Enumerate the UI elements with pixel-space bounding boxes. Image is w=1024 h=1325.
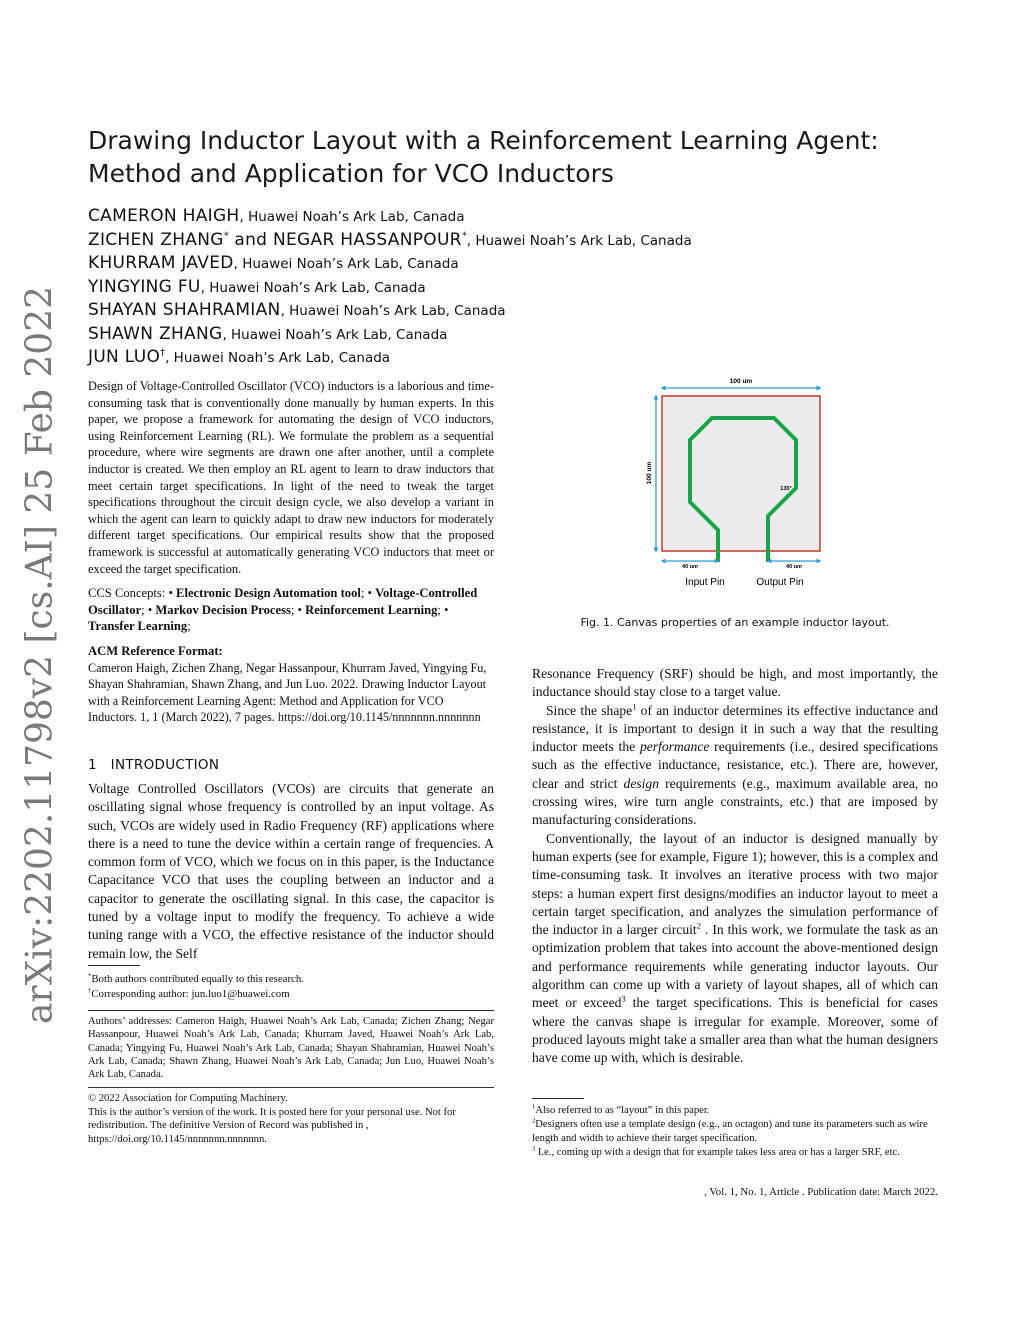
right-pin-dimension-label: 40 um bbox=[786, 564, 802, 570]
author-line bbox=[88, 324, 948, 348]
intro-column-2 bbox=[532, 665, 938, 1068]
section-heading bbox=[88, 757, 494, 773]
author-affiliation: , Huawei Noah’s Ark Lab, Canada bbox=[165, 350, 391, 366]
acm-reference-text: Cameron Haigh, Zichen Zhang, Negar Hassanpour, Khurram Javed, Yingying Fu, Shayan Shahramian, Shawn Zhang, and Jun Luo. 2022. Drawing Inductor Layout with a Reinforcement Learning Agent: Method and Application for VCO Inductors. 1, 1 (March 2022), 7 pages. https://doi.org/10.1145/nnnnnnn.nnnnnnn bbox=[88, 661, 487, 724]
author-affiliation: , Huawei Noah’s Ark Lab, Canada bbox=[200, 279, 426, 296]
footnote-rule bbox=[88, 965, 140, 966]
author-line bbox=[88, 277, 948, 301]
author-name: ZICHEN ZHANG bbox=[88, 229, 224, 250]
input-pin-label: Input Pin bbox=[685, 577, 725, 588]
author-affiliation: , Huawei Noah’s Ark Lab, Canada bbox=[233, 256, 459, 272]
section-title: INTRODUCTION bbox=[110, 757, 220, 773]
section-number: 1 bbox=[88, 757, 97, 773]
arxiv-stamp bbox=[16, 285, 64, 1025]
paragraph: Resonance Frequency (SRF) should be high, and most importantly, the inductance should stay close to a target value. bbox=[532, 666, 938, 700]
author-mark: * bbox=[223, 230, 229, 242]
intro-column-1: Voltage Controlled Oscillators (VCOs) are circuits that generate an oscillating signal whose frequency is controlled by an input voltage. As such, VCOs are widely used in Radio Frequency (RF) applications where there is a need to tune the device within a certain range of frequencies. A common form of VCO, which we focus on in this paper, is the Inductance Capacitance VCO that uses the coupling between an inductor and a capacitor to generate the oscillating signal. In this case, the capacitor is tuned by a voltage input to modify the frequency. To achieve a wide tuning range with a VCO, the effective resistance of the inductor should remain low, the Self bbox=[88, 781, 494, 961]
author-name: SHAWN ZHANG bbox=[88, 323, 223, 344]
column-2-footnotes bbox=[532, 1104, 938, 1160]
page-footer: , Vol. 1, No. 1, Article . Publication date: March 2022. bbox=[704, 1186, 938, 1198]
ccs-label: CCS Concepts: bbox=[88, 586, 169, 600]
author-line bbox=[88, 230, 948, 254]
author-name: JUN LUO bbox=[88, 347, 161, 367]
author-name: and NEGAR HASSANPOUR bbox=[228, 229, 462, 250]
side-dimension-label: 100 um bbox=[646, 461, 653, 485]
footnote: $^1$Also referred to as “layout” in this paper. bbox=[532, 1103, 710, 1116]
author-footnotes bbox=[88, 972, 494, 1002]
footnote-ref[interactable]: 1 bbox=[632, 701, 637, 712]
ccs-item: Electronic Design Automation tool bbox=[176, 586, 361, 600]
copyright-line: © 2022 Association for Computing Machinery. bbox=[88, 1093, 288, 1104]
author-name: YINGYING FU bbox=[88, 276, 201, 297]
inductor-figure bbox=[640, 372, 840, 592]
author-line bbox=[88, 253, 948, 277]
author-line bbox=[88, 347, 948, 371]
footnote-corresponding: †Corresponding author: jun.luo1@huawei.com bbox=[88, 987, 290, 1000]
figure-caption: Fig. 1. Canvas properties of an example inductor layout. bbox=[580, 616, 890, 629]
author-affiliation: , Huawei Noah’s Ark Lab, Canada bbox=[239, 209, 465, 225]
paragraph: Since the shape$^1$ of an inductor determines its effective inductance and resistance, it is important to design it in such a way that the resulting inductor meets the performance requirements (i.e., desired specifications such as the effective inductance, resistance, etc.). There are, however, clear and strict design requirements (e.g., maximum available area, no crossing wires, wire turn angle constraints, etc.) that are imposed by manufacturing considerations. bbox=[532, 701, 938, 828]
left-pin-dimension-label: 40 um bbox=[682, 564, 698, 570]
ccs-item: Voltage-Controlled Oscillator bbox=[88, 586, 478, 617]
title-line-1: Drawing Inductor Layout with a Reinforcement Learning Agent: bbox=[88, 126, 879, 155]
author-addresses: Authors’ addresses: Cameron Haigh, Huawei Noah’s Ark Lab, Canada; Zichen Zhang; Negar Hassanpour, Huawei Noah’s Ark Lab, Canada; Khurram Javed, Huawei Noah’s Ark Lab, Canada; Yingying Fu, Huawei Noah’s Ark Lab, Canada; Shayan Shahramian, Huawei Noah’s Ark Lab, Canada; Shawn Zhang, Huawei Noah’s Ark Lab, Canada; Jun Luo, Huawei Noah’s Ark Lab, Canada. bbox=[88, 1016, 494, 1081]
title-line-2: Method and Application for VCO Inductors bbox=[88, 159, 614, 188]
author-name: SHAYAN SHAHRAMIAN bbox=[88, 300, 281, 320]
author-mark: * bbox=[461, 230, 467, 242]
author-name: KHURRAM JAVED bbox=[88, 253, 234, 273]
abstract: Design of Voltage-Controlled Oscillator (VCO) inductors is a laborious and time-consuming task that is conventionally done manually by human experts. In this paper, we propose a framework for automating the design of VCO inductors, using Reinforcement Learning (RL). We formulate the problem as a sequential procedure, where wire segments are drawn one after another, until a complete inductor is created. We then employ an RL agent to learn to draw inductors that meet certain target specifications. In light of the need to tweak the target specifications throughout the circuit design cycle, we also develop a variant in which the agent can learn to quickly adapt to draw new inductors for moderately different target specifications. Our empirical results show that the proposed framework is successful at automatically generating VCO inductors that meet or exceed the target specification. bbox=[88, 379, 494, 576]
angle-label: 135° bbox=[780, 486, 792, 492]
acm-reference bbox=[88, 643, 494, 725]
author-affiliation: , Huawei Noah’s Ark Lab, Canada bbox=[466, 232, 692, 249]
divider bbox=[88, 1087, 494, 1088]
footnote: $^2$Designers often use a template design (e.g., an octagon) and tune its parameters such as wire length and width to achieve their target specification. bbox=[532, 1117, 928, 1144]
footnote-rule bbox=[532, 1098, 584, 1099]
author-line bbox=[88, 206, 948, 230]
footnote-ref[interactable]: 3 bbox=[621, 993, 626, 1004]
ccs-item: Markov Decision Process bbox=[155, 602, 291, 617]
footnote: $^3$ I.e., coming up with a design that for example takes less area or has a larger SRF, etc. bbox=[532, 1145, 900, 1158]
author-affiliation: , Huawei Noah’s Ark Lab, Canada bbox=[280, 303, 506, 319]
acm-reference-heading: ACM Reference Format: bbox=[88, 644, 223, 658]
top-dimension-label: 100 um bbox=[729, 378, 753, 385]
ccs-concepts: CCS Concepts: • Electronic Design Automation tool; • Voltage-Controlled Oscillator; • Markov Decision Process; • Reinforcement Learning; • Transfer Learning; bbox=[88, 586, 478, 634]
author-name: CAMERON HAIGH bbox=[88, 206, 240, 226]
version-notice: This is the author’s version of the work. It is posted here for your personal use. Not for redistribution. The definitive Version of Record was published in , https://doi.org/10.1145/nnnnnnn.nnnnnnn. bbox=[88, 1106, 456, 1145]
copyright-notice bbox=[88, 1092, 494, 1146]
author-list bbox=[88, 206, 948, 371]
paragraph: Conventionally, the layout of an inductor is designed manually by human experts (see for example, Figure 1); however, this is a complex and time-consuming task. It involves an iterative process with two major steps: a human expert first designs/modifies an inductor layout to meet a certain target specification, and analyzes the simulation performance of the inductor in a larger circuit$^2$ . In this work, we formulate the task as an optimization problem that takes into account the above-mentioned design and performance requirements while generating inductor layouts. Our algorithm can come up with a variety of layout shapes, all of which can meet or exceed$^3$ the target specifications. This is beneficial for cases where the canvas shape is irregular for example. Moreover, some of produced layouts might take a smaller area than what the human designers have come up with, which is desirable. bbox=[532, 830, 938, 1066]
paper-title bbox=[88, 124, 948, 190]
author-mark: † bbox=[160, 347, 166, 359]
ccs-item: Reinforcement Learning bbox=[305, 602, 438, 617]
author-line bbox=[88, 300, 948, 324]
ccs-item: Transfer Learning bbox=[88, 619, 188, 634]
footnote-ref[interactable]: 2 bbox=[696, 920, 701, 931]
divider bbox=[88, 1010, 494, 1011]
author-affiliation: , Huawei Noah’s Ark Lab, Canada bbox=[222, 326, 448, 343]
arxiv-stamp-text: arXiv:2202.11798v2 [cs.AI] 25 Feb 2022 bbox=[19, 285, 61, 1025]
footnote-equal: *Both authors contributed equally to this research. bbox=[88, 972, 304, 985]
output-pin-label: Output Pin bbox=[756, 577, 804, 588]
